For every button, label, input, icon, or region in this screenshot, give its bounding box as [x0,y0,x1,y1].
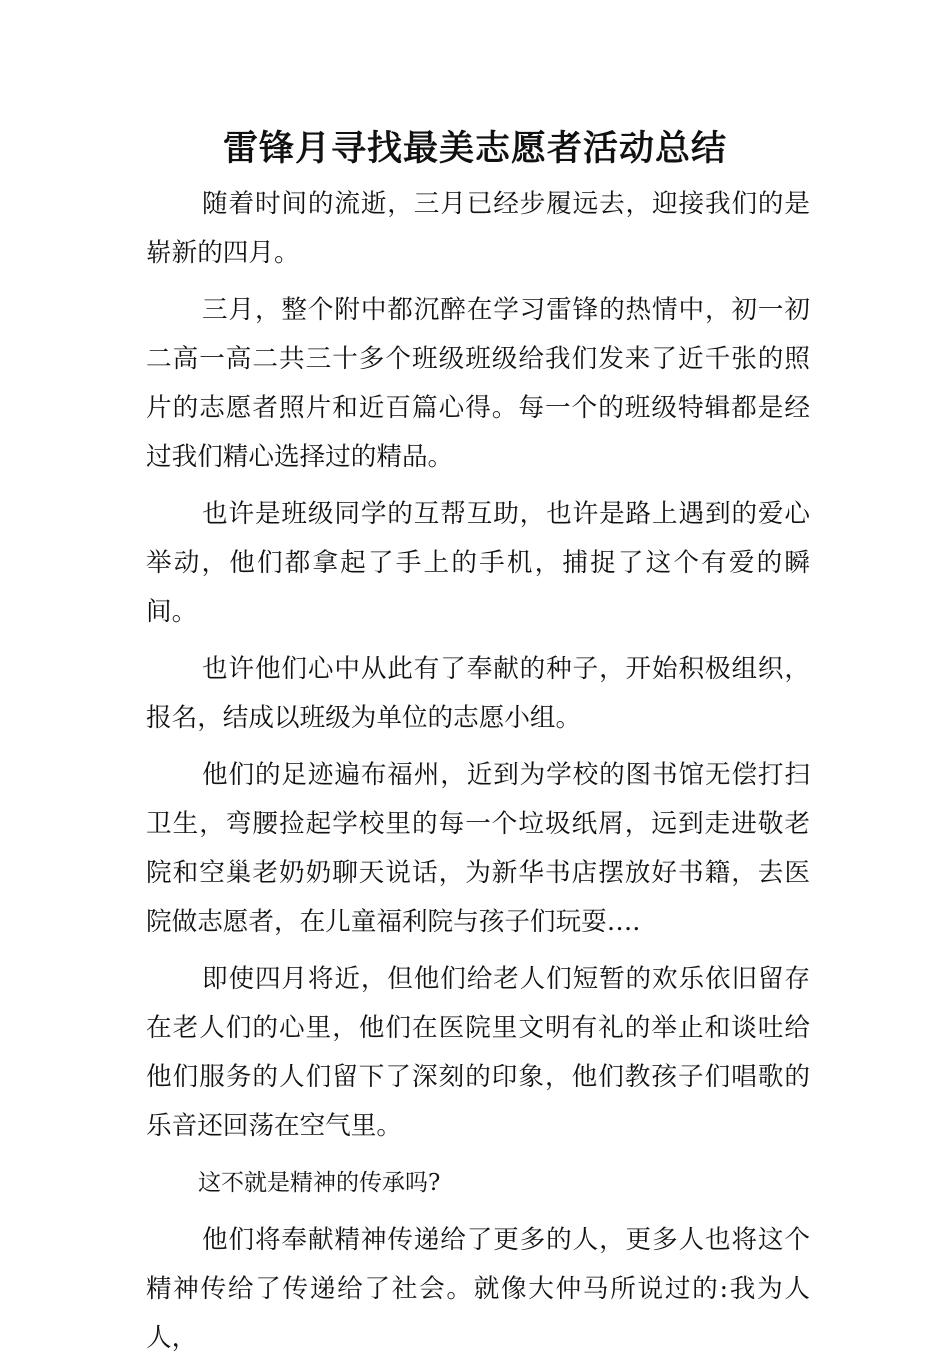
paragraph-8: 他们将奉献精神传递给了更多的人，更多人也将这个精神传给了传递给了社会。就像大仲马所说过的:我为人人， [146,1225,810,1353]
paragraph-6: 即使四月将近，但他们给老人们短暂的欢乐依旧留存在老人们的心里，他们在医院里文明有礼的举止和谈吐给他们服务的人们留下了深刻的印象，他们教孩子们唱歌的乐音还回荡在空气里。 [146,964,810,1141]
document-title: 雷锋月寻找最美志愿者活动总结 [222,129,727,169]
paragraph-4: 也许他们心中从此有了奉献的种子，开始积极组织，报名，结成以班级为单位的志愿小组。 [146,654,810,733]
paragraph-2: 三月，整个附中都沉醉在学习雷锋的热情中，初一初二高一高二共三十多个班级班级给我们发来了近千张的照片的志愿者照片和近百篇心得。每一个的班级特辑都是经过我们精心选择过的精品。 [146,295,810,472]
paragraph-3: 也许是班级同学的互帮互助，也许是路上遇到的爱心举动，他们都拿起了手上的手机，捕捉了这个有爱的瞬间。 [146,499,810,627]
paragraph-5: 他们的足迹遍布福州，近到为学校的图书馆无偿打扫卫生，弯腰捡起学校里的每一个垃圾纸屑，远到走进敬老院和空巢老奶奶聊天说话，为新华书店摆放好书籍，去医院做志愿者，在儿童福利院与孩子们玩耍…. [146,760,810,937]
paragraph-1: 随着时间的流逝，三月已经步履远去，迎接我们的是崭新的四月。 [146,189,810,268]
document-body [146,180,810,1371]
paragraph-7: 这不就是精神的传承吗? [198,1170,441,1196]
